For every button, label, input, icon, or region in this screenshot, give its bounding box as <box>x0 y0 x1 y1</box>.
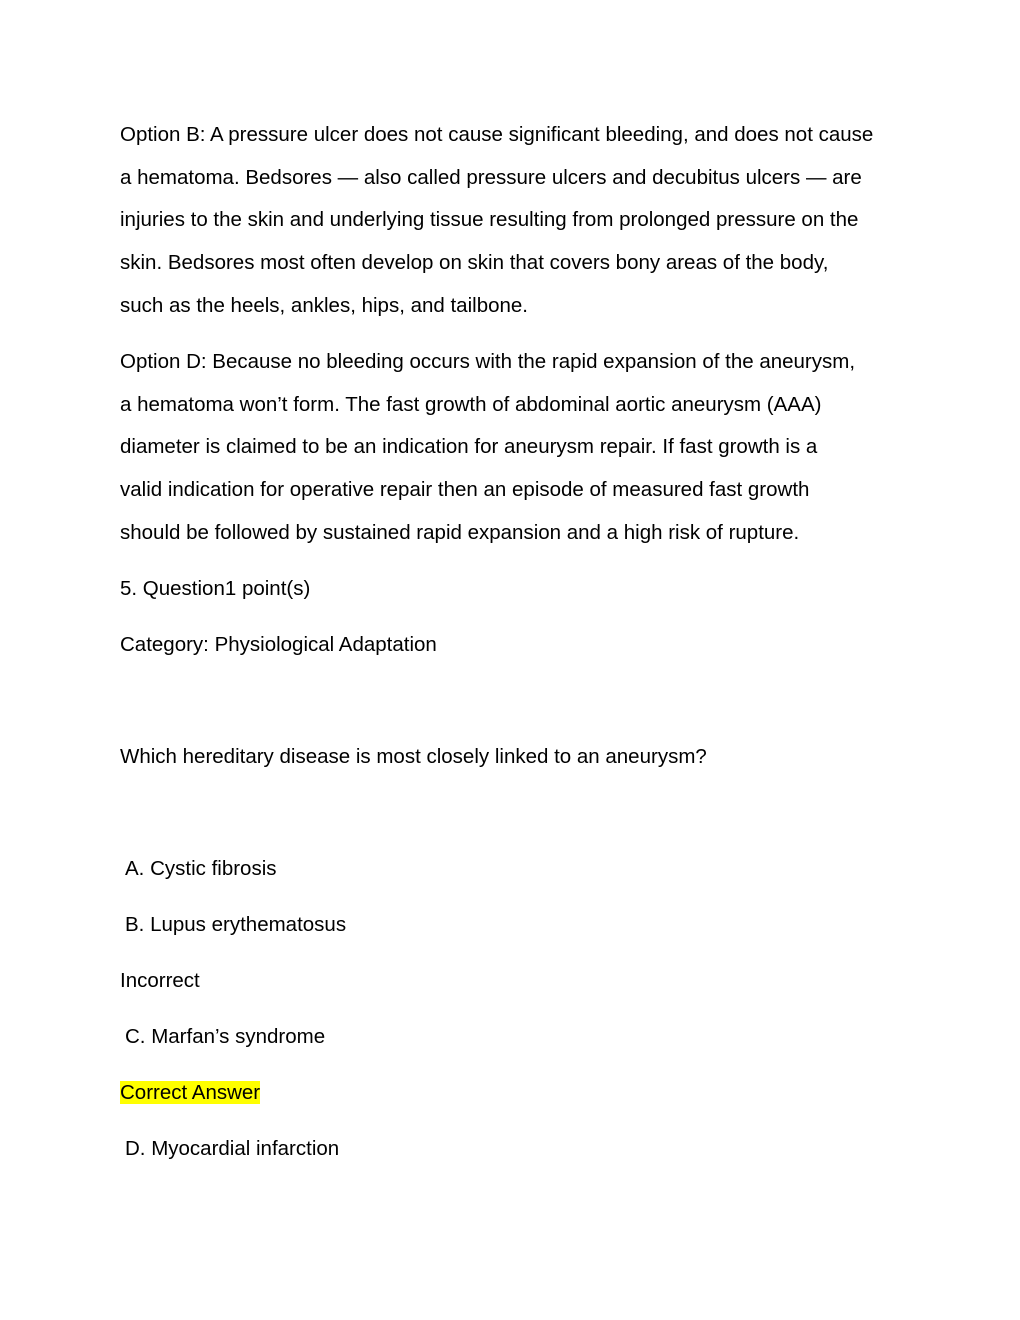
answer-option-b: B. Lupus erythematosus <box>125 913 347 936</box>
text-line: injuries to the skin and underlying tissue resulting from prolonged pressure on the <box>120 208 859 231</box>
question-header: 5. Question1 point(s) <box>120 577 311 600</box>
text-line: a hematoma won’t form. The fast growth of abdominal aortic aneurysm (AAA) <box>120 393 822 416</box>
question-category: Category: Physiological Adaptation <box>120 633 437 656</box>
answer-option-d: D. Myocardial infarction <box>125 1137 340 1160</box>
text-line: skin. Bedsores most often develop on skin that covers bony areas of the body, <box>120 251 829 274</box>
text-line: diameter is claimed to be an indication for aneurysm repair. If fast growth is a <box>120 435 818 458</box>
question-prompt: Which hereditary disease is most closely linked to an aneurysm? <box>120 745 707 768</box>
text-line: a hematoma. Bedsores — also called pressure ulcers and decubitus ulcers — are <box>120 166 862 189</box>
incorrect-label: Incorrect <box>120 969 200 992</box>
text-line: Option D: Because no bleeding occurs with the rapid expansion of the aneurysm, <box>120 350 856 373</box>
correct-answer-highlight: Correct Answer <box>120 1081 261 1104</box>
answer-option-c: C. Marfan’s syndrome <box>125 1025 326 1048</box>
text-line: such as the heels, ankles, hips, and tailbone. <box>120 294 528 317</box>
text-line: Option B: A pressure ulcer does not cause significant bleeding, and does not cause <box>120 123 874 146</box>
correct-answer-label <box>120 1079 910 1107</box>
text-line: should be followed by sustained rapid expansion and a high risk of rupture. <box>120 521 800 544</box>
text-line: valid indication for operative repair then an episode of measured fast growth <box>120 478 810 501</box>
answer-option-a: A. Cystic fibrosis <box>125 857 277 880</box>
